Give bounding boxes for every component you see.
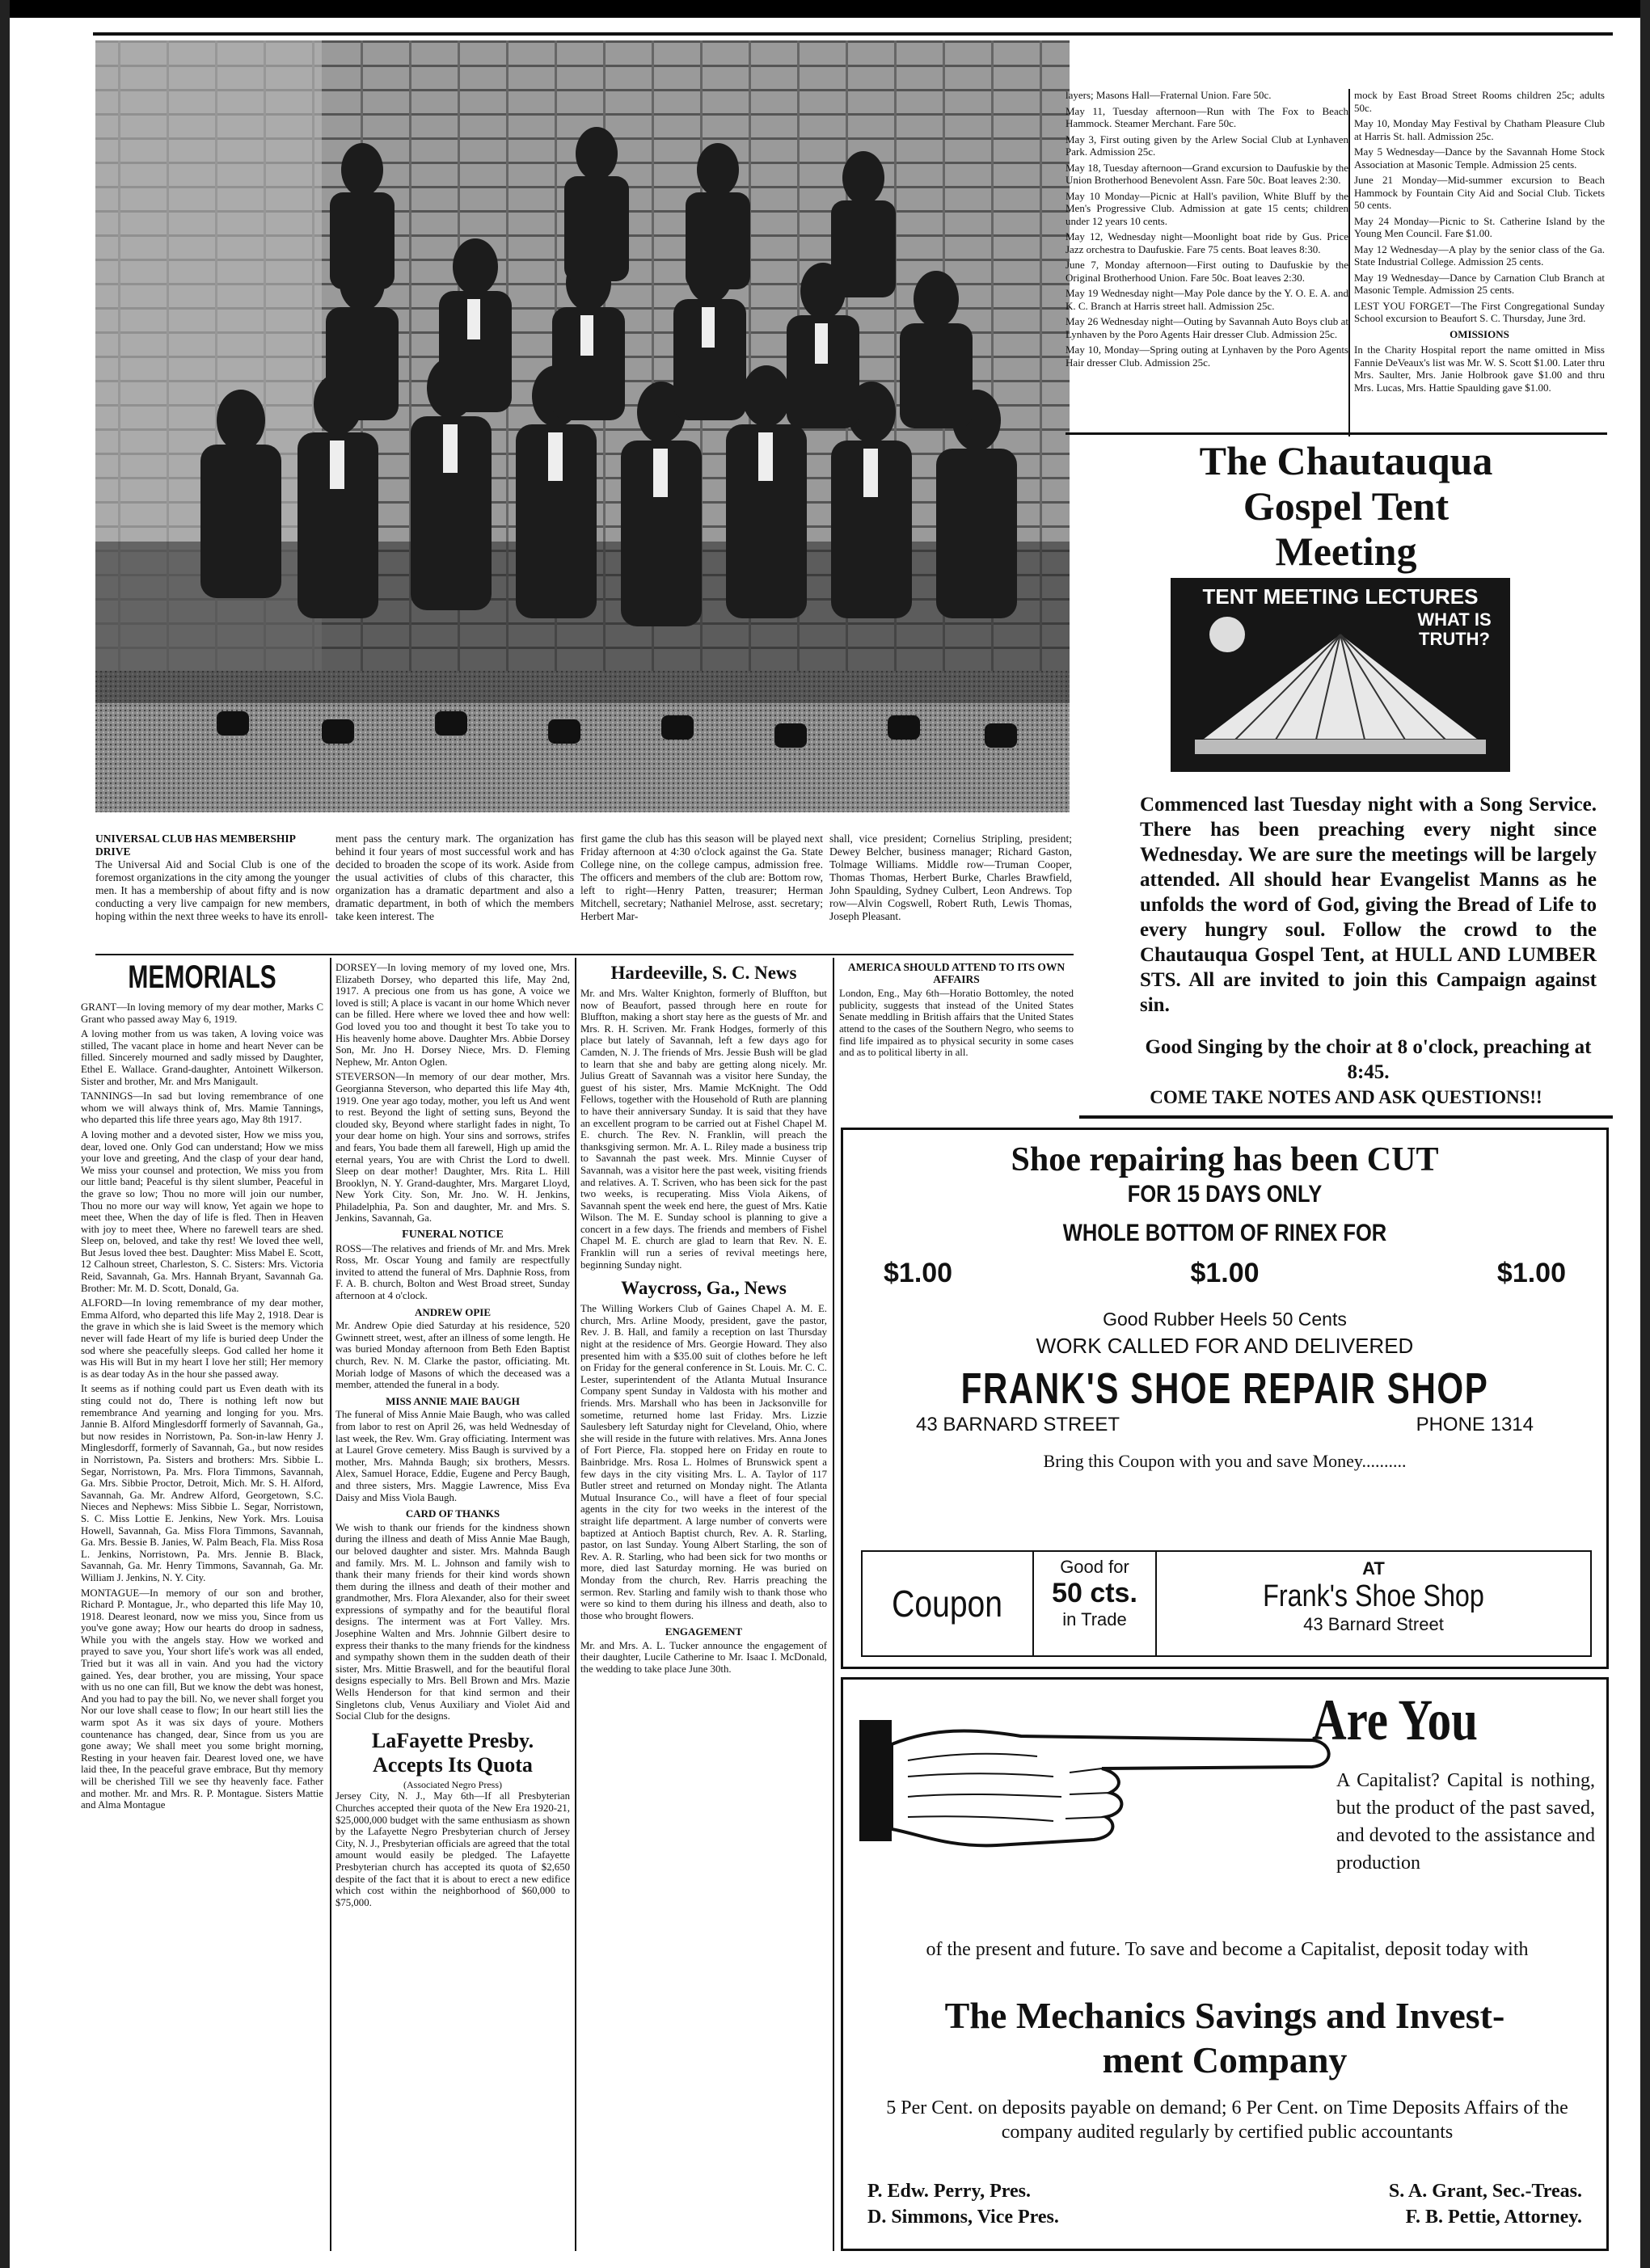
officer-attorney: F. B. Pettie, Attorney. [1405, 2207, 1582, 2228]
chautauqua-body-2: Good Singing by the choir at 8 o'clock, preaching at 8:45. [1145, 1036, 1592, 1083]
club-caption-col3: first game the club has this season will be played next Friday afternoon at 4:30 o'clock against the Ga. State College nine, on the college campus, admission free. The officers and members of the club are: Bottom row, left to right—Henry Patten, treasurer; Herman Mitchell, secretary; Nathaniel Melrose, asst. secretary; Herbert Mar- [580, 833, 823, 922]
notices-column [335, 962, 570, 2255]
coupon-label-cell [863, 1552, 1034, 1655]
calendar-item: May 19 Wednesday night—May Pole dance by the Y. O. E. A. and K. C. Branch at Harris street hall. Admission 25c. [1066, 287, 1348, 312]
club-caption-head: UNIVERSAL CLUB HAS MEMBERSHIP DRIVE [95, 833, 296, 858]
memorial-entry: A loving mother and a devoted sister, How we miss you, dear, loved one. Only God can understand; How we miss your love and greeting, And the clasp of your dear hand, We miss your counsel and protection, We miss you from our little band; Peaceful is thy silent slumber, Peaceful in the grave so low; Thou no more will join our number, Thou no more our way will know, Yet again we hope to meet thee, When the day of life is fled. Then in Heaven with joy to meet thee, Where no farewell tears are shed. Sleep on, beloved, and take thy rest! We loved thee well, But Jesus loved thee best. Daughter: Miss Mabel E. Scott, 12 Calhoun street, Charleston, S. C. Sisters: Mrs. Victoria Reid, Savannah, Ga. Mrs. Hannah Bryant, Savannah Ga. Brother: Mr. M. D. Scott, Donald, Ga. [81, 1128, 323, 1294]
calendar-item: mock by East Broad Street Rooms children 25c; adults 50c. [1354, 89, 1605, 114]
calendar-item: May 12 Wednesday—A play by the senior class of the Ga. State Industrial College. Admission 25 cents. [1354, 242, 1605, 268]
opie-notice: Mr. Andrew Opie died Saturday at his residence, 520 Gwinnett street, west, after an illness of some length. He was buried Monday afternoon from Beth Eden Baptist church, Rev. N. M. Clarke the pastor, officiating. Mt. Moriah lodge of Masons of which the deceased was a member, attended the funeral in a body. [335, 1320, 570, 1391]
shoe-address: 43 BARNARD STREET [916, 1414, 1120, 1435]
price-3: $1.00 [1496, 1258, 1566, 1288]
bank-ad [841, 1677, 1609, 2251]
local-news-column [580, 962, 827, 2255]
baugh-notice: The funeral of Miss Annie Maie Baugh, who was called from labor to rest on April 26, was held Wednesday of last week, the Rev. Wm. Gray officiating. Interment was at Laurel Grove cemetery. Miss Baugh is survived by a mother, Mrs. Mahnda Baugh; six brothers, Messrs. Alex, Samuel Horace, Eddie, Eugene and Percy Baugh, and three sisters, Mrs. Maggie Lawrence, Miss Eva Daisy and Miss Viola Baugh. [335, 1409, 570, 1503]
coupon-cents: 50 cts. [1052, 1578, 1137, 1608]
bank-q3: of the present and future. To save and become a Capitalist, deposit today with [926, 1939, 1529, 1960]
coupon-value-cell [1034, 1552, 1157, 1655]
funeral-notice: ROSS—The relatives and friends of Mr. and Mrs. Mrek Ross, Mr. Oscar Young and family are respectfully invited to attend the funeral of Mrs. Daphnie Ross, from F. A. B. church, Bolton and West Broad street, Sunday afternoon at 4 o'clock. [335, 1242, 570, 1302]
coupon-address: 43 Barnard Street [1303, 1614, 1444, 1634]
chautauqua-title-2: Gospel Tent [1243, 483, 1450, 529]
bank-name-1: The Mechanics Savings and Invest- [944, 1995, 1505, 2036]
address-row [843, 1414, 1606, 1436]
chautauqua-body: Commenced last Tuesday night with a Song Service. There has been preaching every night since Wednesday. We are sure the meetings will be largely attended. All should hear Evangelist Manns as he unfolds the word of God, giving the Bread of Life to every hungry soul. Follow the crowd to the Chautauqua Gospel Tent, at HULL AND LUMBER STS. All are invited to join this Campaign against sin. [1140, 794, 1597, 1016]
memorial-entry: It seems as if nothing could part us Even death with its sting could not do, There is nothing left now but remembrance And yearning and longing for you. Mrs. Jannie B. Alford Minglesdorff formerly of Savannah, Ga., but now resides in Norristown, Pa. Son-in-law Henry J. Minglesdorff, formerly of Savannah, Ga., but now resides in Norristown, Pa. Sisters and brothers: Mrs. Sibbie L. Segar, Norristown, Pa. Mrs. Flora Timmons, Savannah, Ga. Mrs. Sibbie Proctor, Detroit, Mich. Mr. S. H. Alford, Savannah, Ga. Mr. Andrew Alford, Georgetown, S.C. Nieces and Nephews: Miss Sibbie L. Segar, Norristown, S. C. Miss Lottie E. Jenkins, New York. Mrs. Louisa Howell, Savannah, Ga. Miss Flora Timmons, Savannah, Ga. Mrs. Bessie B. Janies, W. Palm Beach, Fla. Miss Rosa L. Jenkins, Norristown, Pa. Mrs. Jennie B. Black, Savannah, Ga. Mr. Henry Timmons, Savannah, Ga. Mr. William J. Jenkins, N. Y. City. [81, 1383, 323, 1583]
memorial-entry: A loving mother from us was taken, A loving voice was stilled, The vacant place in home and heart Never can be filled. Sincerely mourned and sadly missed by Daughter, Ethel E. Wallace. Grand-daughter, Antoinett Wilkerson. Sister and brother, Mr. and Mrs Manigault. [81, 1028, 323, 1087]
work-called: WORK CALLED FOR AND DELIVERED [1036, 1334, 1414, 1358]
calendar-item: In the Charity Hospital report the name omitted in Miss Fannie DeVeaux's list was Mr. W. S. Scott $1.00. Later thru Mrs. Saulter, Mrs. Janie Holbrook gave $1.00 and thru Mrs. Lucas, Mrs. Hattie Spaulding gave $1.00. [1354, 344, 1605, 394]
group-photo [95, 40, 1070, 812]
shoe-repair-ad [841, 1128, 1609, 1669]
engagement-notice: Mr. and Mrs. A. L. Tucker announce the engagement of their daughter, Lucile Catherine to Mr. Isaac I. McDonald, the wedding to take place June 30th. [580, 1639, 827, 1676]
calendar-col2 [1354, 89, 1605, 436]
shoe-shop-name: FRANK'S SHOE REPAIR SHOP [960, 1364, 1489, 1413]
bank-q1: A Capitalist? [1336, 1770, 1440, 1791]
memorial-entry: GRANT—In loving memory of my dear mother, Marks C Grant who passed away May 6, 1919. [81, 1001, 323, 1025]
calendar-item: LEST YOU FORGET—The First Congregational Sunday School excursion to Beaufort S. C. Thursday, June 3rd. [1354, 299, 1605, 324]
baugh-head: MISS ANNIE MAIE BAUGH [386, 1394, 520, 1407]
coupon[interactable] [861, 1550, 1592, 1657]
calendar-col1 [1066, 89, 1348, 436]
coupon-at: AT [1362, 1558, 1385, 1579]
tent-banner-question: WHAT IS TRUTH? [1417, 609, 1492, 649]
calendar-item: May 10, Monday—Spring outing at Lynhaven by the Poro Agents Hair dresser Club. Admission 25c. [1066, 344, 1348, 369]
price-1: $1.00 [884, 1258, 953, 1288]
calendar-item: layers; Masons Hall—Fraternal Union. Fare 50c. [1066, 89, 1272, 101]
are-you: Are You [1312, 1688, 1478, 1752]
club-caption-col2: ment pass the century mark. The organization has behind it four years of most successful work and has decided to broaden the scope of its work. Aside from the usual activities of clubs of this character, this organization has a dramatic department and also a dramatic department, in both of which the members take keen interest. The [335, 833, 574, 922]
memorials-column [81, 958, 323, 2251]
pointing-hand-icon [859, 1696, 1344, 1857]
shoe-headline: Shoe repairing has been CUT [1011, 1141, 1439, 1178]
engagement-head: ENGAGEMENT [665, 1625, 743, 1638]
hardeeville-news: Mr. and Mrs. Walter Knighton, formerly of Bluffton, but now of Beaufort, passed through here en route for Bluffton, making a short stay here as the guests of Mr. and Mrs. R. H. Scriven. Mr. Frank Hodges, formerly of this place but lately of Savannah, left a few days ago for Camden, N. J. The friends of Mrs. Jessie Bush will be glad to learn that she and baby are getting along nicely. Mr. Julius Greatt of Savannah was a visitor here Sunday, the guest of his sister, Mrs. Mamie McKnight. The Odd Fellows, together with the Household of Ruth are planning to have their anniversary Sunday. It is said that they have an excellent program to be carried out at Fishel Chapel M. E. church. The Rev. N. Franklin, will preach the thanksgiving sermon. Mr. A. L. Riley made a business trip to Savannah the past week. Mrs. Minnie Cuyser of Savannah, was a visitor here the past week, visiting friends and relatives. A. T. Scriven, who has been sick for the past two weeks, is recuperating. Miss Viola Aikens, of Savannah spent the week end here, the guest of Mrs. Katie Wilson. The M. E. Sunday school is planning to give a concert in a few days. The friends and members of Fishel Chapel M. E. church are glad to learn that Rev. N. E. Franklin will run a series of revival meetings here, beginning Sunday night. [580, 988, 827, 1271]
bank-question [1336, 1767, 1595, 1877]
hardeeville-head: Hardeeville, S. C. News [610, 963, 797, 983]
good-for: Good for [1060, 1557, 1129, 1577]
coupon-shop: Frank's Shoe Shop [1263, 1579, 1484, 1613]
chautauqua-title-1: The Chautauqua [1199, 438, 1493, 483]
omissions-head: OMISSIONS [1450, 327, 1509, 340]
bank-name-2: ment Company [1102, 2039, 1348, 2080]
shoe-line2: FOR 15 DAYS ONLY [1127, 1181, 1323, 1208]
coupon-label: Coupon [892, 1583, 1003, 1625]
tent-banner-text: TENT MEETING LECTURES [1202, 584, 1479, 609]
in-trade: in Trade [1062, 1609, 1127, 1629]
club-caption-col1 [95, 833, 330, 954]
memorial-entry: ALFORD—In loving remembrance of my dear mother, Emma Alford, who departed this life May 2, 1918. Dear is the grave in which she is laid Sweet is the memory which never will fade Heart of my life is buried deep Under the sod where she peacefully sleeps. God called her home it was His will But in my heart I love her still; Her memory is as dear today As in the hour she passed away. [81, 1297, 323, 1380]
chautauqua-ad [1083, 436, 1609, 1164]
group-photo-art [95, 40, 1070, 812]
america-body: London, Eng., May 6th—Horatio Bottomley, the noted publicity, suggests that instead of the United States Senate meddling in British affairs that the United States attend to the cases of the Southern Negro, who seems to find life impaired as to physical security in some cases and as to political liberty in all. [839, 988, 1074, 1059]
waycross-head: Waycross, Ga., News [621, 1278, 787, 1299]
calendar-item: June 21 Monday—Mid-summer excursion to Beach Hammock by Fountain City Aid and Social Club. Tickets 50 cents. [1354, 174, 1605, 211]
calendar-item: May 3, First outing given by the Arlew Social Club at Lynhaven Park. Admission 25c. [1066, 133, 1348, 158]
officer-secretary: S. A. Grant, Sec.-Treas. [1388, 2181, 1582, 2202]
rubber-heels: Good Rubber Heels 50 Cents [1103, 1309, 1347, 1330]
calendar-item: May 10 Monday—Picnic at Hall's pavilion, White Bluff by the Men's Progressive Club. Admission at gate 15 cents; children under 12 years 10 cents. [1066, 189, 1348, 227]
lafayette-sub: (Associated Negro Press) [403, 1778, 502, 1790]
bank-terms: 5 Per Cent. on deposits payable on demand; 6 Per Cent. on Time Deposits Affairs of the company audited regularly by certified public accountants [886, 2097, 1568, 2143]
funeral-notice-head: FUNERAL NOTICE [402, 1229, 504, 1241]
chautauqua-title-3: Meeting [1275, 529, 1417, 574]
opie-head: ANDREW OPIE [414, 1305, 492, 1318]
thanks-notice: We wish to thank our friends for the kindness shown during the illness and death of Miss Annie Mae Baugh, our beloved daughter and sister. Mrs. Mahnda Baugh and family. Mrs. M. L. Johnson and family wish to thank their many friends for their kind words shown them during the illness and death of their mother and grandmother, Mrs. Flora Alexander, also for their sweet expressions of sympathy and for the beautiful floral designs. The interment was at Fort Valley. Mrs. Josephine Walten and Mrs. Johnnie Gilbert desire to express their thanks to the many friends for the kindness and sympathy shown them in the sudden death of their sister, Mrs. Mittie Braswell, and for the beautiful floral designs especially to Mrs. Bell Brown and Mrs. Mazie Wells Henderson for that kind sermon and their Singletons club, Venus Auxiliary and Violet Aid and Social Club for the designs. [335, 1521, 570, 1722]
coupon-shop-cell [1157, 1552, 1590, 1655]
waycross-news: The Willing Workers Club of Gaines Chapel A. M. E. church, Mrs. Arline Moody, president, gave the pastor, Rev. J. B. Hall, and family a reception on last Thursday night at the residence of Mrs. Georgie Howard. They also presented him with a $35.00 suit of clothes before he left on Friday for the general conference in St. Louis. Mr. C. C. Lester, superintendent of the Atlanta Mutual Insurance Company spent Sunday in Valdosta with his mother and friends. Mrs. Marshall who has been in Jacksonville for sometime, returned home last Friday. Mrs. Lizzie Saulesbery left Saturday night for Cleveland, Ohio, where she will reside in the future with relatives. Mrs. Anna Jones of Fort Pierce, Fla. stopped here on Friday en route to Bainbridge. Mrs. Rosa L. Holmes of Brunswick spent a few days in the city visiting Mrs. L. A. Taylor of 117 Butler street and returned on Monday night. The Atlanta Mutual Insurance Co., will have a fleet of four special agents in the city for two weeks in the interest of the straight life department. A large number of converts were baptized at Antioch Baptist church, Rev. A. R. Starling, pastor, on last Sunday. Young Albert Starling, the son of Rev. A. R. Starling, who had been sick for two months or more, died last Saturday morning. He was buried on Monday from the church, Rev. Harris preaching the sermon. Rev. Starling and family wish to thank those who were so kind to them during his illness and death, also to those who brought flowers. [580, 1303, 827, 1621]
calendar-item: June 7, Monday afternoon—First outing to Daufuskie by the Original Brotherhood Union. Fare 50c. Boat leaves 2:30. [1066, 259, 1348, 284]
price-row [843, 1250, 1606, 1289]
calendar-item: May 19 Wednesday—Dance by Carnation Club Branch at Masonic Temple. Admission 25 cents. [1354, 271, 1605, 296]
calendar-item: May 24 Monday—Picnic to St. Catherine Island by the Young Men Council. Fare $1.00. [1354, 214, 1605, 239]
officer-president: P. Edw. Perry, Pres. [867, 2181, 1031, 2202]
tent-illustration [1171, 578, 1510, 772]
shoe-phone: PHONE 1314 [1416, 1414, 1534, 1435]
bring-coupon: Bring this Coupon with you and save Money.......... [1043, 1451, 1407, 1471]
dorsey-memorial: DORSEY—In loving memory of my loved one, Mrs. Elizabeth Dorsey, who departed this life, May 2nd, 1917. A precious one from us has gone, A voice we loved is still; A place is vacant in our home Which never can be filled. Here where we loved thee and how well: God loved you too and thought it best To take you to His heavenly home above. Daughter Mrs. Abbie Dorsey Son, Mr. Jno H. Dorsey Niece, Mrs. D. Fleming Nephew, Mr. Anton Oglen. [335, 962, 570, 1068]
calendar-item: May 11, Tuesday afternoon—Run with The Fox to Beach Hammock. Steamer Merchant. Fare 50c. [1066, 104, 1348, 129]
lafayette-story: Jersey City, N. J., May 6th—If all Presbyterian Churches accepted their quota of the New Era 1920-21, $25,000,000 budget with the same enthusiasm as shown by the Lafayette Negro Presbyterian church of Jersey City, N. J., Presbyterian officials are agreed that the total amount would easily be pledged. The Lafayette Presbyterian church has accepted its quota of $2,650 despite of the fact that it is about to erect a new edifice which cost within the neighborhood of $60,000 to $75,000. [335, 1790, 570, 1908]
america-head: AMERICA SHOULD ATTEND TO ITS OWN AFFAIRS [847, 962, 1066, 985]
thanks-head: CARD OF THANKS [405, 1507, 500, 1520]
bank-q2: Capital is nothing, but the product of the past saved, and devoted to the assistance and production [1336, 1770, 1595, 1874]
memorial-entry: MONTAGUE—In memory of our son and brother, Richard P. Montague, Jr., who departed this life May 10, 1918. Dearest leonard, now we miss you, Since from us you've gone away; How our hearts do droop in sadness, While you with the angels stay. How we worked and prayed to save you, Your short life's work was all ended, Tried but it was all in vain. And you had the victory gained. Yes, dear brother, you are missing, Your space with us no one can fill, But we know the debt was honest, And you had to pay the bill. No, we never shall forget you Nor our love shall cease to flow; In our heart still lies the warm spot As it was six days of youre. Mothers countenance has changed, dear, Since from us you are gone away; We shall meet you some bright morning, Resting in your heaven fair. Dearest loved one, we have laid thee, In the peaceful grave embrace, But thy memory will be cherished Till we see thy heavenly face. Father and mother. Mr. and Mrs. R. P. Montague. Sisters Mattie and Alma Montague [81, 1587, 323, 1811]
calendar-item: May 5 Wednesday—Dance by the Savannah Home Stock Association at Masonic Temple. Admission 25 cents. [1354, 145, 1605, 171]
america-article [839, 962, 1074, 1115]
calendar-item: May 18, Tuesday afternoon—Grand excursion to Daufuskie by the Union Brotherhood Benevolent Assn. Fare 50c. Boat leaves 2:30. [1066, 161, 1348, 186]
stevenson-memorial: STEVERSON—In memory of our dear mother, Mrs. Georgianna Steverson, who departed this life May 4th, 1919. One year ago today, mother, you left us And went to rest. Beyond the light of setting suns, Beyond the clouded sky, Beyond where starlight fades in night, To your dear home on high. Your sins and sorrows, strifes and fears, You bade them all farewell, High up amid the eternal years, You are with Christ the Lord to dwell. Sleep on dear mother! Daughter, Mrs. Rita L. Hill Brooklyn, N. Y. Grand-daughter, Mrs. Margaret Lloyd, New York City. Son, Mr. Jno. W. H. Jenkins, Philadelphia, Pa. Son and daughter, Mr. and Mrs. S. Jenkins, Savannah, Ga. [335, 1071, 570, 1225]
club-caption-col4: shall, vice president; Cornelius Stripling, president; Dewey Belcher, business manager; Richard Gaston, Tolmage Williams. Middle row—Truman Cooper, Thomas Thomas, Herbert Burke, Charles Brawfield, John Spaulding, Sydney Culbert, Leon Andrews. Top row—Alvin Cogswell, Robert Ruth, Lewis Thomas, Joseph Pleasant. [829, 833, 1072, 922]
calendar-item: May 10, Monday May Festival by Chatham Pleasure Club at Harris St. hall. Admission 25c. [1354, 117, 1605, 142]
lafayette-head: LaFayette Presby. Accepts Its Quota [371, 1728, 534, 1777]
chautauqua-footer: COME TAKE NOTES AND ASK QUESTIONS!! [1150, 1087, 1542, 1107]
memorials-heading: MEMORIALS [128, 959, 276, 995]
calendar-item: May 12, Wednesday night—Moonlight boat ride by Gus. Price Jazz orchestra to Daufuskie. Fare 75 cents. Boat leaves 8:30. [1066, 230, 1348, 255]
memorial-entry: TANNINGS—In sad but loving remembrance of one whom we will always think of, Mrs. Mamie Tannings, who departed this life three years ago, May 8th 1917. [81, 1090, 323, 1126]
shoe-line3: WHOLE BOTTOM OF RINEX FOR [1062, 1220, 1387, 1246]
calendar-item: May 26 Wednesday night—Outing by Savannah Auto Boys club at Lynhaven by the Poro Agents Hair dresser Club. Admission 25c. [1066, 315, 1348, 340]
price-2: $1.00 [1190, 1258, 1260, 1288]
officer-vice: D. Simmons, Vice Pres. [867, 2207, 1059, 2228]
club-caption-text-1: The Universal Aid and Social Club is one of the foremost organizations in the city among the younger men. It has a membership of about fifty and is now conducting a very live campaign for new members, hoping within the next three weeks to have its enroll- [95, 858, 330, 922]
